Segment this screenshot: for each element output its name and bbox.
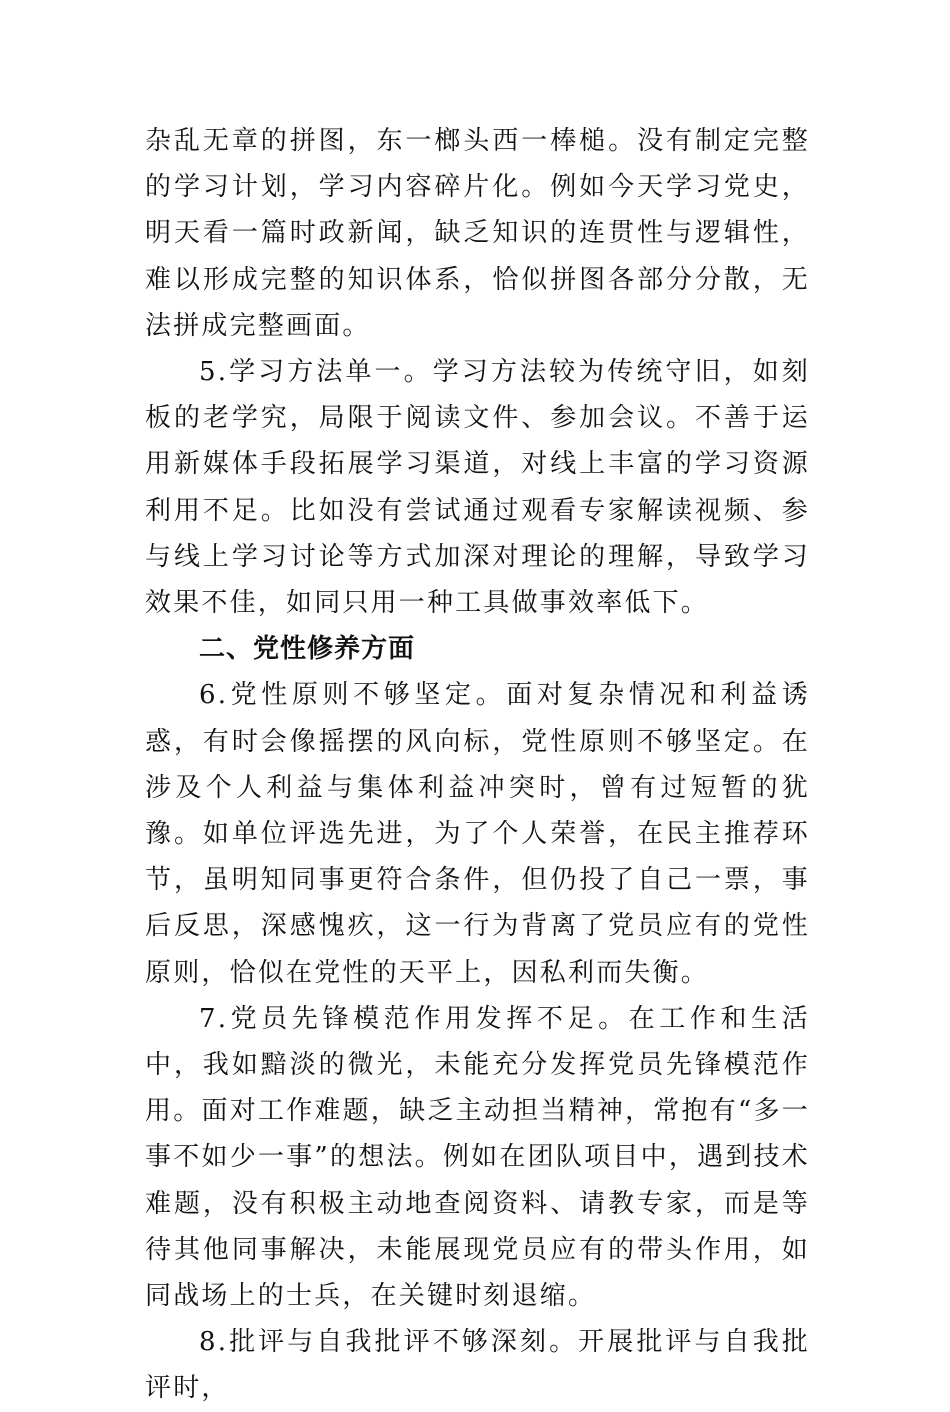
section-heading: 二、党性修养方面: [199, 634, 416, 665]
paragraph-item-5: 5.学习方法单一。学习方法较为传统守旧，如刻板的老学究，局限于阅读文件、参加会议。不善于运用新媒体手段拓展学习渠道，对线上丰富的学习资源利用不足。比如没有尝试通过观看专家解读视频、参与线上学习讨论等方式加深对理论的理解，导致学习效果不佳，如同只用一种工具做事效率低下。: [145, 357, 810, 619]
paragraph-continuation: 杂乱无章的拼图，东一榔头西一棒槌。没有制定完整的学习计划，学习内容碎片化。例如今天学习党史，明天看一篇时政新闻，缺乏知识的连贯性与逻辑性，难以形成完整的知识体系，恰似拼图各部分分散，无法拼成完整画面。: [145, 126, 810, 341]
paragraph-item-7: 7.党员先锋模范作用发挥不足。在工作和生活中，我如黯淡的微光，未能充分发挥党员先锋模范作用。面对工作难题，缺乏主动担当精神，常抱有“多一事不如少一事”的想法。例如在团队项目中，遇到技术难题，没有积极主动地查阅资料、请教专家，而是等待其他同事解决，未能展现党员应有的带头作用，如同战场上的士兵，在关键时刻退缩。: [145, 1003, 810, 1312]
paragraph-item-8: 8.批评与自我批评不够深刻。开展批评与自我批评时，: [145, 1327, 810, 1404]
paragraph-item-6: 6.党性原则不够坚定。面对复杂情况和利益诱惑，有时会像摇摆的风向标，党性原则不够坚定。在涉及个人利益与集体利益冲突时，曾有过短暂的犹豫。如单位评选先进，为了个人荣誉，在民主推荐环节，虽明知同事更符合条件，但仍投了自己一票，事后反思，深感愧疚，这一行为背离了党员应有的党性原则，恰似在党性的天平上，因私利而失衡。: [145, 680, 810, 988]
document-body: [145, 118, 810, 1412]
